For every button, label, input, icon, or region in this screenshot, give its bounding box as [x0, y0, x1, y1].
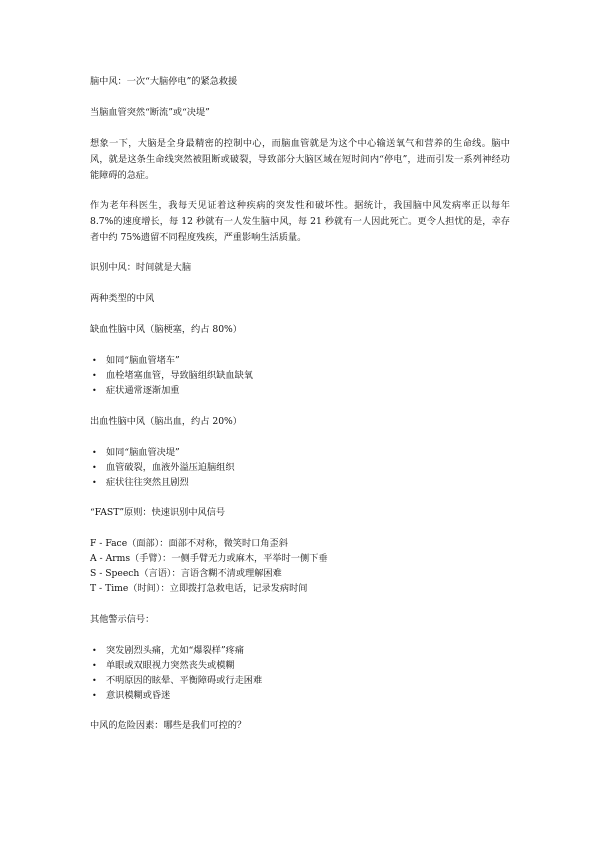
bullet-icon: •	[92, 462, 97, 472]
bullet-icon: •	[92, 675, 97, 685]
article-body	[90, 74, 510, 734]
list-item: • 不明原因的眩晕、平衡障碍或行走困难	[92, 674, 263, 686]
fast-item-face: F - Face（面部）：面部不对称，微笑时口角歪斜	[90, 538, 288, 549]
bullet-icon: •	[92, 645, 97, 655]
risk-factors-heading: 中风的危险因素：哪些是我们可控的？	[90, 720, 247, 731]
hemorrhagic-heading: 出血性脑中风（脑出血，约占 20%）	[90, 415, 242, 427]
fast-list	[90, 536, 510, 596]
list-item: • 症状通常逐渐加重	[92, 385, 180, 396]
list-item: • 症状往往突然且剧烈	[92, 476, 189, 488]
bullet-icon: •	[92, 447, 97, 457]
intro-paragraph: 想象一下，大脑是全身最精密的控制中心，而脑血管就是为这个中心输送氧气和营养的生命线。脑中风，就是这条生命线突然被阻断或破裂，导致部分大脑区域在短时间内“停电”，进而引发一系列神经功能障碍的急症。	[90, 138, 510, 181]
fast-heading: “FAST”原则：快速识别中风信号	[90, 507, 226, 518]
list-item: • 血栓堵塞血管，导致脑组织缺血缺氧	[92, 370, 253, 381]
fast-item-time: T - Time（时间）：立即拨打急救电话，记录发病时间	[90, 583, 308, 594]
bullet-icon: •	[92, 660, 97, 670]
warnings-list	[90, 643, 510, 703]
list-item: • 意识模糊或昏迷	[92, 689, 171, 701]
hemorrhagic-list	[90, 445, 510, 490]
section-heading-types: 两种类型的中风	[90, 293, 155, 304]
list-item: • 如同“脑血管决堤”	[92, 446, 180, 458]
article-subtitle: 当脑血管突然“断流”或“决堤”	[90, 107, 210, 118]
list-item: • 单眼或双眼视力突然丧失或模糊	[92, 659, 235, 671]
bullet-icon: •	[92, 356, 97, 365]
ischemic-heading: 缺血性脑中风（脑梗塞，约占 80%）	[90, 324, 242, 335]
bullet-icon: •	[92, 477, 97, 487]
fast-item-arms: A - Arms（手臂）：一侧手臂无力或麻木，平举时一侧下垂	[90, 553, 328, 564]
article-title: 脑中风：一次“大脑停电”的紧急救援	[90, 76, 238, 87]
doctor-note-paragraph: 作为老年科医生，我每天见证着这种疾病的突发性和破坏性。据统计，我国脑中风发病率正以每年 8.7%的速度增长，每 12 秒就有一人发生脑中风，每 21 秒就有一人因此死亡。更令人担忧的是，幸存者中约 75%遗留不同程度残疾，严重影响生活质量。	[90, 200, 510, 243]
list-item: • 如同“脑血管堵车”	[92, 355, 180, 366]
bullet-icon: •	[92, 386, 97, 395]
bullet-icon: •	[92, 371, 97, 380]
fast-item-speech: S - Speech（言语）：言语含糊不清或理解困难	[90, 568, 282, 579]
bullet-icon: •	[92, 690, 97, 700]
list-item: • 血管破裂，血液外溢压迫脑组织	[92, 461, 235, 473]
warnings-heading: 其他警示信号：	[90, 613, 155, 625]
ischemic-list	[90, 353, 510, 398]
section-heading-identify: 识别中风：时间就是大脑	[90, 262, 192, 273]
list-item: • 突发剧烈头痛，尤如“爆裂样”疼痛	[92, 644, 245, 656]
